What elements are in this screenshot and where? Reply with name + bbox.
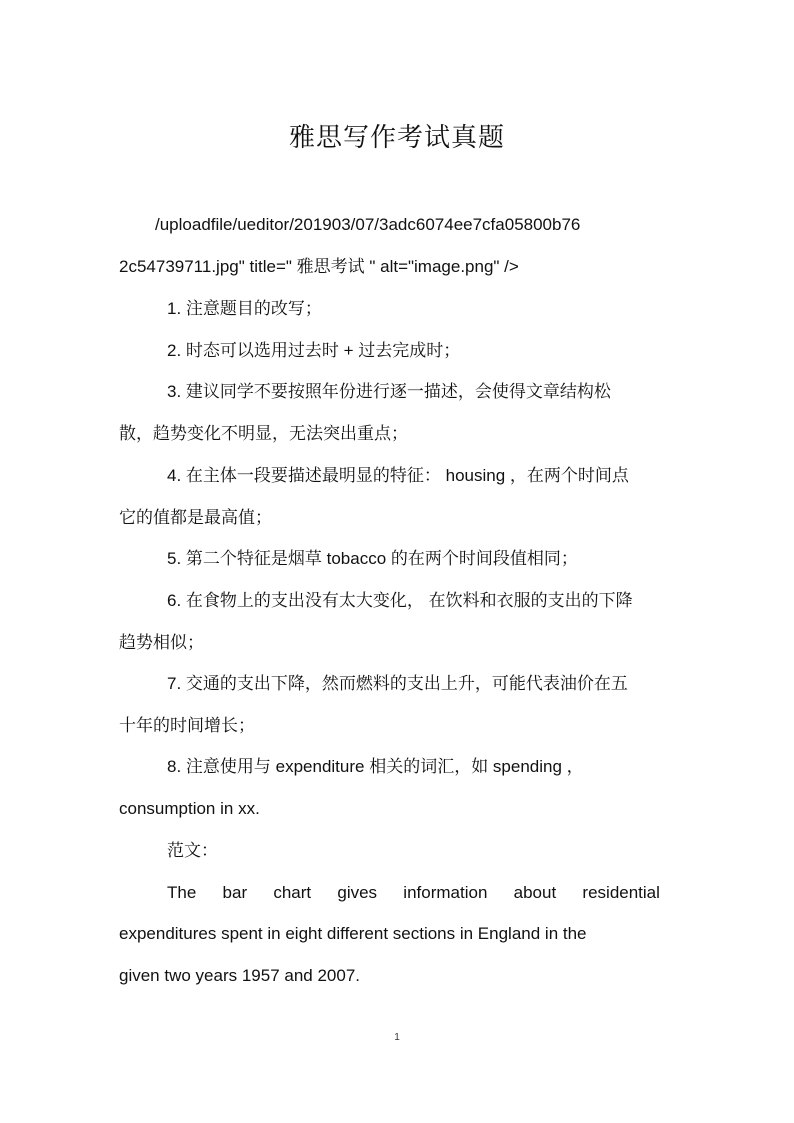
note-7-line-1: 7. 交通的支出下降，然而燃料的支出上升，可能代表油价在五 — [167, 674, 628, 693]
note-7-line-2: 十年的时间增长； — [119, 716, 255, 735]
note-5: 5. 第二个特征是烟草 tobacco 的在两个时间段值相同； — [167, 549, 578, 568]
essay-word: residential — [582, 883, 660, 902]
essay-line-2: expenditures spent in eight different sections in England in the — [119, 924, 587, 943]
essay-word: bar — [222, 883, 248, 902]
note-2: 2. 时态可以选用过去时 + 过去完成时； — [167, 341, 461, 360]
essay-word: gives — [337, 883, 378, 902]
note-3-line-2: 散，趋势变化不明显，无法突出重点； — [119, 424, 408, 443]
note-4-line-1: 4. 在主体一段要描述最明显的特征： housing ，在两个时间点 — [167, 466, 629, 485]
note-6-line-2: 趋势相似； — [119, 633, 204, 652]
essay-line-3: given two years 1957 and 2007. — [119, 966, 361, 985]
note-8-line-2: consumption in xx. — [119, 799, 260, 818]
essay-line-1 — [167, 882, 660, 904]
essay-word: information — [403, 883, 488, 902]
note-3-line-1: 3. 建议同学不要按照年份进行逐一描述，会使得文章结构松 — [167, 382, 611, 401]
essay-word: about — [513, 883, 557, 902]
note-6-line-1: 6. 在食物上的支出没有太大变化， 在饮料和衣服的支出的下降 — [167, 591, 633, 610]
essay-label: 范文： — [167, 841, 218, 860]
source-line-1: /uploadfile/ueditor/201903/07/3adc6074ee7cfa05800b76 — [155, 215, 581, 234]
note-8-line-1: 8. 注意使用与 expenditure 相关的词汇，如 spending ， — [167, 757, 584, 776]
source-line-2: 2c54739711.jpg" title=" 雅思考试 " alt="image.png" /> — [119, 257, 519, 276]
essay-word: The — [167, 883, 197, 902]
note-1: 1. 注意题目的改写； — [167, 299, 322, 318]
essay-word: chart — [273, 883, 312, 902]
page-number: 1 — [394, 1032, 400, 1043]
note-4-line-2: 它的值都是最高值； — [119, 508, 272, 527]
page-title: 雅思写作考试真题 — [288, 123, 505, 153]
